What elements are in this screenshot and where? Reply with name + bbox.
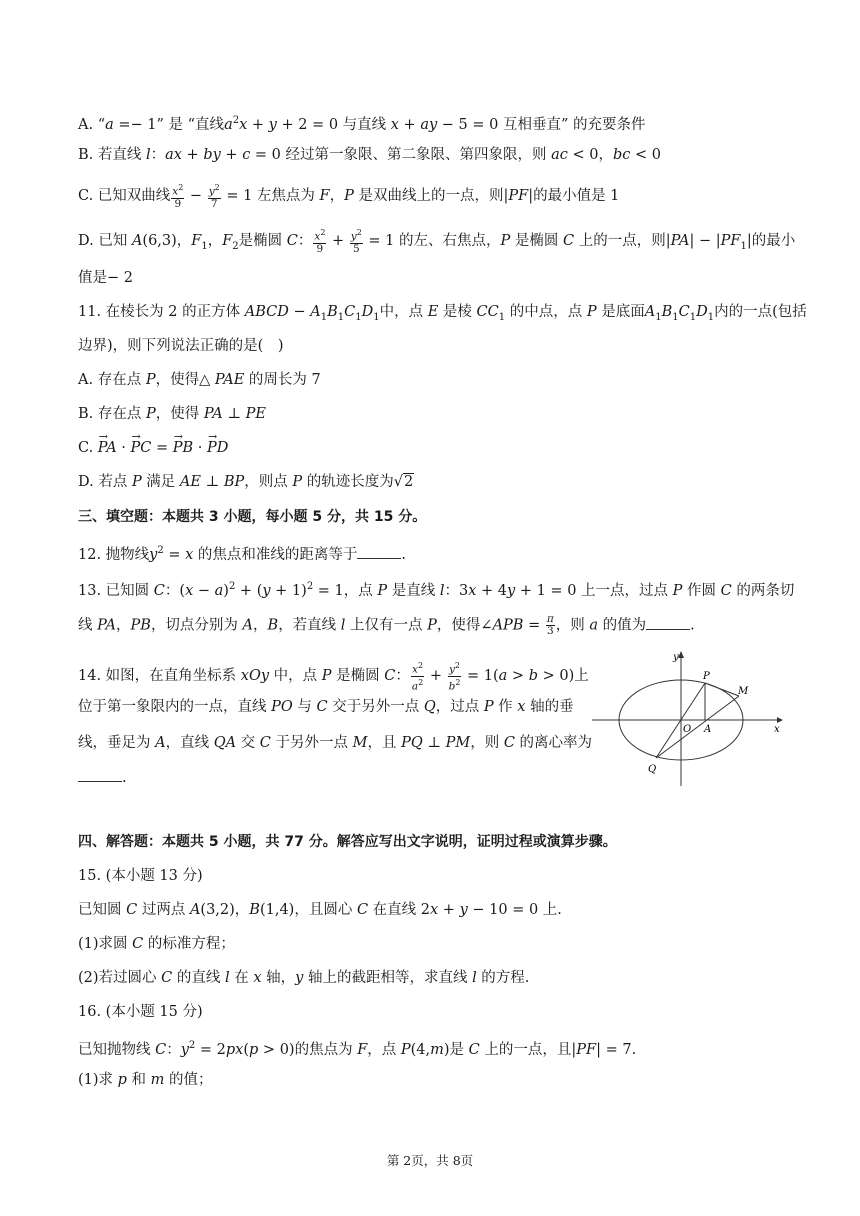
label-P: P bbox=[703, 671, 710, 682]
question-15-part2: (2)若过圆心 C 的直线 l 在 x 轴，y 轴上的截距相等，求直线 l 的方程. bbox=[78, 970, 530, 986]
question-13-line2: 线 PA，PB，切点分别为 A，B，若直线 l 上仅有一点 P，使得∠APB = $\frac{\pi}{3}$ ，则 a 的值为 . bbox=[78, 613, 695, 637]
option-a-line: A. “a =− 1” 是 “直线$a^2x + y + 2 = 0$ 与直线 x + ay − 5 = 0 互相垂直” 的充要条件 bbox=[78, 115, 646, 133]
ellipse-figure bbox=[592, 648, 788, 788]
option-b-line: B. 若直线 l：ax + by + c = 0 经过第一象限、第二象限、第四象限，则 ac < 0，bc < 0 bbox=[78, 147, 661, 163]
question-14-line1: 14. 如图，在直角坐标系 xOy 中，点 P 是椭圆 C： $\frac{x^2}{a^2}$ + $\frac{y^2}{b^2}$ = 1(a > b > 0)上 bbox=[78, 661, 589, 692]
q11-option-d: D. 若点 P 满足 AE ⊥ BP，则点 P 的轨迹长度为√2 bbox=[78, 474, 414, 490]
option-c-line: C. 已知双曲线 $\frac{x^2}{9}$ − $\frac{y^2}{7}$ = 1 左焦点为 F，P 是双曲线上的一点，则|PF|的最小值是 1 bbox=[78, 183, 620, 210]
line-PM bbox=[705, 683, 739, 696]
answer-blank bbox=[357, 546, 401, 559]
label-x: x bbox=[774, 724, 780, 735]
line-QM bbox=[656, 696, 739, 758]
question-12: 12. 抛物线$y^2 = x$ 的焦点和准线的距离等于 . bbox=[78, 545, 407, 563]
label-y: y bbox=[673, 652, 679, 663]
label-O: O bbox=[683, 724, 692, 735]
question-15-body: 已知圆 C 过两点 A(3,2)，B(1,4)，且圆心 C 在直线 2x + y − 10 = 0 上. bbox=[78, 902, 562, 918]
question-15-part1: (1)求圆 C 的标准方程； bbox=[78, 936, 235, 952]
question-11-line2: 边界)，则下列说法正确的是( ) bbox=[78, 338, 284, 354]
question-13-line1: 13. 已知圆 C：$(x - a)^2 + (y + 1)^2 = 1$，点 P 是直线 l：3x + 4y + 1 = 0 上一点，过点 P 作圆 C 的两条切 bbox=[78, 581, 795, 599]
answer-blank bbox=[78, 769, 122, 782]
question-14-line3: 线，垂足为 A，直线 QA 交 C 于另外一点 M，且 PQ ⊥ PM，则 C 的离心率为 bbox=[78, 735, 593, 751]
question-16-body: 已知抛物线 C：$y^2 = 2px(p > 0)$的焦点为 F，点 P(4,m)是 C 上的一点，且|PF| = 7. bbox=[78, 1040, 637, 1058]
q11-option-a: A. 存在点 P，使得△ PAE 的周长为 7 bbox=[78, 372, 321, 388]
question-15-header: 15. (本小题 13 分) bbox=[78, 868, 203, 884]
y-axis-arrow bbox=[678, 651, 684, 658]
option-d-line-cont: 值是− 2 bbox=[78, 270, 133, 286]
section-3-heading: 三、填空题：本题共 3 小题，每小题 5 分，共 15 分。 bbox=[78, 509, 427, 525]
q11-option-c: C. → PA · → PC = → PB · → PD bbox=[78, 438, 228, 458]
question-16-header: 16. (本小题 15 分) bbox=[78, 1004, 203, 1020]
section-4-heading: 四、解答题：本题共 5 小题，共 77 分。解答应写出文字说明，证明过程或演算步骤。 bbox=[78, 834, 617, 850]
q11-option-b: B. 存在点 P，使得 PA ⊥ PE bbox=[78, 406, 266, 422]
x-axis-arrow bbox=[777, 717, 783, 723]
question-11-line1: 11. 在棱长为 2 的正方体 ABCD − $A_1B_1C_1D_1$中，点 E 是棱 $CC_1$ 的中点，点 P 是底面$A_1B_1C_1D_1$内的一点(包括 bbox=[78, 304, 807, 323]
page-footer: 第 2页，共 8页 bbox=[386, 1153, 474, 1168]
label-Q: Q bbox=[648, 764, 657, 775]
question-14-line2: 位于第一象限内的一点，直线 PO 与 C 交于另外一点 Q，过点 P 作 x 轴的垂 bbox=[78, 699, 574, 715]
answer-blank bbox=[646, 617, 690, 630]
question-16-part1: (1)求 p 和 m 的值； bbox=[78, 1072, 213, 1088]
label-M: M bbox=[738, 686, 749, 697]
question-14-line4: . bbox=[78, 768, 127, 788]
option-d-line: D. 已知 A(6,3)，$F_1$，$F_2$是椭圆 C： $\frac{x^2}{9}$ + $\frac{y^2}{5}$ = 1 的左、右焦点，P 是椭圆 C 上的一点，则$|PA| - |PF_1|$的最小 bbox=[78, 228, 796, 255]
label-A: A bbox=[704, 724, 712, 735]
